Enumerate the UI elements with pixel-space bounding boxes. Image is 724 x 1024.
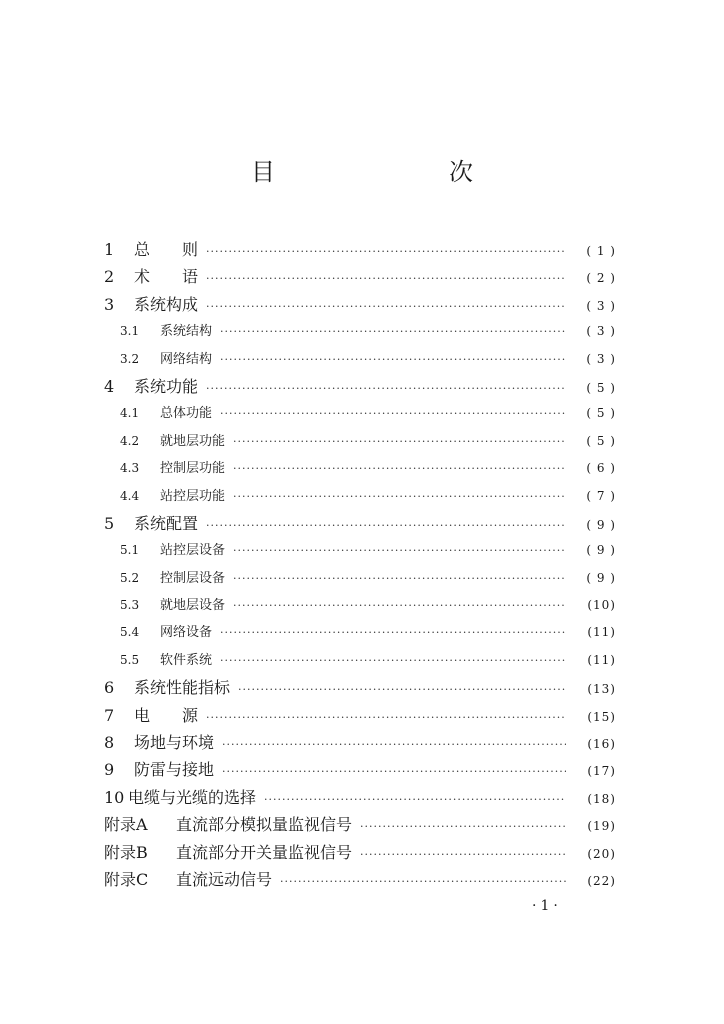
toc-entry-label: 站控层设备	[160, 543, 226, 559]
dot-leader	[238, 676, 566, 703]
toc-entry-page: ( 9 )	[586, 570, 616, 585]
dot-leader	[220, 346, 566, 373]
toc-entry-number: 5.2	[120, 570, 140, 585]
toc-entry-page: (22)	[587, 873, 616, 888]
dot-leader	[206, 238, 566, 265]
dot-leader	[220, 400, 566, 427]
toc-entry-number: 4.2	[120, 433, 140, 448]
toc-entry-number: 4	[104, 376, 115, 396]
toc-entry-label: 网络结构	[160, 351, 213, 367]
toc-entry[interactable]	[104, 784, 616, 811]
toc-entry-label: 系统结构	[160, 324, 213, 340]
toc-entry-number: 9	[104, 760, 115, 780]
toc-entry-number: 2	[104, 267, 115, 287]
toc-entry-number: 6	[104, 678, 115, 698]
toc-entry[interactable]	[104, 236, 616, 263]
toc-entry-label: 系统配置	[134, 513, 199, 533]
toc-entry-page: (11)	[587, 625, 616, 640]
toc-entry[interactable]	[104, 291, 616, 318]
toc-entry-label: 总体功能	[160, 406, 213, 422]
toc-entry-number: 10	[104, 787, 125, 807]
toc-entry-label: 就地层功能	[160, 433, 226, 449]
toc-subentry[interactable]	[104, 318, 616, 345]
toc-entry-number: 5.5	[120, 652, 140, 667]
toc-entry[interactable]	[104, 756, 616, 783]
dot-leader	[222, 758, 566, 785]
toc-entry-label: 系统功能	[134, 376, 199, 396]
toc-appendix-entry[interactable]	[104, 866, 616, 893]
toc-entry-number: 3.2	[120, 351, 140, 366]
toc-entry-page: ( 5 )	[586, 433, 616, 448]
dot-leader	[360, 813, 566, 840]
toc-entry-page: (16)	[587, 737, 616, 752]
dot-leader	[233, 537, 566, 564]
dot-leader	[360, 841, 566, 868]
toc-entry-label: 场地与环境	[134, 733, 215, 753]
toc-entry-number: 5.3	[120, 598, 140, 613]
table-of-contents	[104, 236, 616, 893]
toc-entry-number: 7	[104, 705, 115, 725]
toc-entry-number: 4.3	[120, 461, 140, 476]
dot-leader	[206, 512, 566, 539]
toc-entry-label: 术 语	[134, 267, 199, 287]
toc-entry-number: 1	[104, 240, 115, 259]
toc-entry-page: ( 7 )	[586, 488, 616, 503]
toc-entry[interactable]	[104, 729, 616, 756]
toc-entry-number: 5	[104, 513, 115, 533]
dot-leader	[206, 375, 566, 402]
toc-entry-page: ( 1 )	[586, 244, 616, 258]
toc-entry-number: 附录A	[104, 815, 148, 835]
toc-entry-label: 电缆与光缆的选择	[128, 787, 257, 807]
toc-entry-label: 就地层设备	[160, 598, 226, 614]
toc-entry-page: ( 3 )	[586, 351, 616, 366]
toc-entry-label: 电 源	[134, 705, 199, 725]
toc-entry-page: (20)	[587, 846, 616, 861]
toc-subentry[interactable]	[104, 400, 616, 427]
toc-entry-label: 站控层功能	[160, 488, 226, 504]
dot-leader	[233, 565, 566, 592]
toc-entry-label: 直流部分开关量监视信号	[176, 842, 353, 862]
toc-entry-page: ( 6 )	[586, 461, 616, 476]
toc-appendix-entry[interactable]	[104, 839, 616, 866]
toc-entry-label: 总 则	[134, 240, 199, 259]
toc-entry-page: (13)	[587, 682, 616, 697]
toc-entry-page: (17)	[587, 764, 616, 779]
toc-entry-number: 5.4	[120, 625, 140, 640]
toc-entry-page: ( 9 )	[586, 517, 616, 532]
dot-leader	[206, 704, 566, 731]
toc-entry-label: 直流远动信号	[176, 869, 273, 889]
toc-subentry[interactable]	[104, 483, 616, 510]
toc-entry-number: 4.1	[120, 406, 140, 421]
toc-entry[interactable]	[104, 510, 616, 537]
dot-leader	[233, 455, 566, 482]
page-title: 目 次	[251, 158, 515, 186]
dot-leader	[233, 483, 566, 510]
dot-leader	[220, 318, 566, 345]
dot-leader	[264, 786, 566, 813]
toc-entry[interactable]	[104, 373, 616, 400]
toc-entry-page: (10)	[587, 598, 616, 613]
toc-entry-number: 5.1	[120, 543, 140, 558]
toc-entry-page: ( 5 )	[586, 380, 616, 395]
toc-entry-page: ( 9 )	[586, 543, 616, 558]
dot-leader	[220, 619, 566, 646]
toc-entry-number: 附录B	[104, 842, 148, 862]
toc-entry-page: ( 3 )	[586, 298, 616, 313]
toc-subentry[interactable]	[104, 592, 616, 619]
dot-leader	[222, 731, 566, 758]
dot-leader	[206, 265, 566, 292]
toc-entry-page: ( 3 )	[586, 324, 616, 339]
toc-subentry[interactable]	[104, 565, 616, 592]
toc-entry-label: 网络设备	[160, 625, 213, 641]
toc-entry-page: (11)	[587, 652, 616, 667]
toc-subentry[interactable]	[104, 455, 616, 482]
toc-entry-number: 3	[104, 294, 115, 314]
toc-entry-label: 控制层功能	[160, 461, 226, 477]
toc-subentry[interactable]	[104, 428, 616, 455]
toc-entry-label: 软件系统	[160, 652, 213, 668]
toc-entry-number: 8	[104, 733, 115, 753]
dot-leader	[233, 592, 566, 619]
page-number: ·1·	[532, 898, 562, 914]
dot-leader	[280, 868, 566, 895]
toc-subentry[interactable]	[104, 537, 616, 564]
dot-leader	[233, 428, 566, 455]
dot-leader	[206, 293, 566, 320]
toc-entry-label: 系统性能指标	[134, 678, 231, 698]
toc-entry[interactable]	[104, 674, 616, 701]
toc-subentry[interactable]	[104, 346, 616, 373]
toc-entry-label: 防雷与接地	[134, 760, 215, 780]
toc-appendix-entry[interactable]	[104, 811, 616, 838]
toc-entry[interactable]	[104, 702, 616, 729]
toc-entry-label: 直流部分模拟量监视信号	[176, 815, 353, 835]
toc-subentry[interactable]	[104, 647, 616, 674]
toc-entry-number: 4.4	[120, 488, 140, 503]
toc-entry-number: 附录C	[104, 869, 149, 889]
dot-leader	[220, 647, 566, 674]
toc-entry-label: 控制层设备	[160, 570, 226, 586]
toc-entry[interactable]	[104, 263, 616, 290]
toc-entry-page: (19)	[587, 819, 616, 834]
toc-entry-label: 系统构成	[134, 294, 199, 314]
toc-entry-page: (18)	[587, 791, 616, 806]
toc-entry-page: ( 5 )	[586, 406, 616, 421]
toc-entry-page: (15)	[587, 709, 616, 724]
toc-subentry[interactable]	[104, 619, 616, 646]
toc-entry-number: 3.1	[120, 324, 140, 339]
toc-entry-page: ( 2 )	[586, 271, 616, 286]
